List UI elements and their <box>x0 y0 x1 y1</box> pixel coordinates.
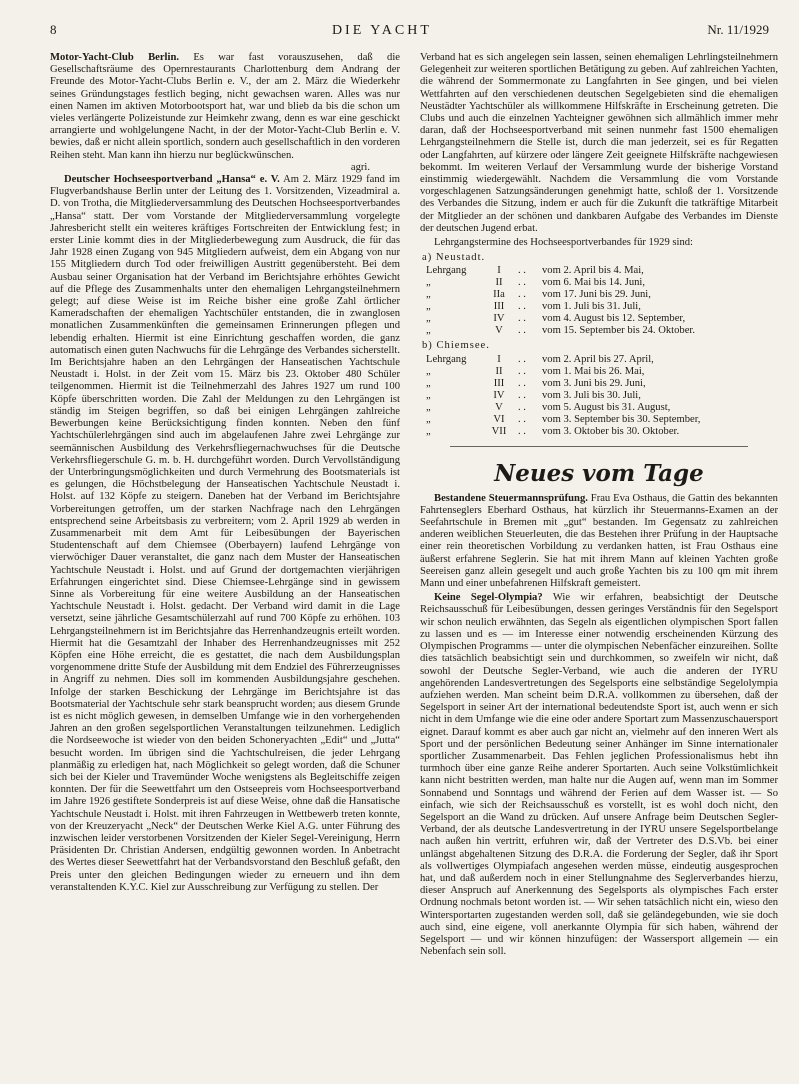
schedule-txt: vom 15. September bis 24. Oktober. <box>542 325 696 337</box>
page-header <box>50 22 769 42</box>
schedule-lg: „ <box>426 413 431 425</box>
article-heading: Keine Segel-Olympia? <box>434 592 543 604</box>
schedule-dt: . . <box>518 265 526 277</box>
schedule-dt: . . <box>518 401 526 413</box>
schedule-lg: „ <box>426 301 431 313</box>
schedule-rn: IV <box>493 313 505 325</box>
schedule-rn: II <box>495 277 503 289</box>
schedule-lg: Lehrgang <box>426 265 467 277</box>
schedule-txt: vom 3. September bis 30. September, <box>542 413 701 425</box>
schedule-dt: . . <box>518 425 526 437</box>
schedule-txt: vom 3. Oktober bis 30. Oktober. <box>542 425 680 437</box>
schedule-lg: „ <box>426 425 431 437</box>
section-divider <box>450 446 748 447</box>
schedule-row <box>424 289 697 301</box>
schedule-row <box>424 366 702 378</box>
schedule-table <box>424 354 702 438</box>
schedule-lg: Lehrgang <box>426 353 467 365</box>
schedule-row <box>424 426 702 438</box>
steuermann-article <box>420 493 778 591</box>
schedule-intro: Lehrgangstermine des Hochseesportverbandes für 1929 sind: <box>434 237 693 249</box>
right-column <box>420 52 778 1077</box>
schedule-lg: „ <box>426 377 431 389</box>
left-column <box>50 52 400 1077</box>
schedule-txt: vom 6. Mai bis 14. Juni, <box>542 277 645 289</box>
schedule-rn: V <box>495 325 503 337</box>
schedule-txt: vom 3. Juli bis 30. Juli, <box>542 389 641 401</box>
schedule-txt: vom 1. Mai bis 26. Mai, <box>542 365 645 377</box>
schedule-table <box>424 265 697 337</box>
schedule-row <box>424 354 702 366</box>
schedule-dt: . . <box>518 301 526 313</box>
schedule-row <box>424 390 702 402</box>
schedule-dt: . . <box>518 377 526 389</box>
magazine-title: DIE YACHT <box>331 23 432 38</box>
schedule-rn: VII <box>491 425 507 437</box>
schedule-rn: V <box>495 401 503 413</box>
schedule-dt: . . <box>518 325 526 337</box>
article-heading: Motor-Yacht-Club Berlin. <box>50 52 179 63</box>
schedule-row <box>424 265 697 277</box>
schedule-dt: . . <box>518 289 526 301</box>
schedule-rn: I <box>497 265 501 277</box>
schedule-txt: vom 1. Juli bis 31. Juli, <box>542 301 641 313</box>
schedule-row <box>424 313 697 325</box>
schedule-lg: „ <box>426 313 431 325</box>
issue-number: Nr. 11/1929 <box>707 22 769 37</box>
motor-yacht-club-article <box>50 52 400 162</box>
schedule-lg: „ <box>426 389 431 401</box>
schedule-txt: vom 5. August bis 31. August, <box>542 401 671 413</box>
schedule-dt: . . <box>518 353 526 365</box>
article-body: Am 2. März 1929 fand im Flugverbandshause Berlin unter der Leitung des 1. Vorsitzenden, Vizeadmiral a. D. von Trotha, die Mitgliederversammlung des Deutschen Hochseesportverbandes „Hansa“ statt. Der vom Vorstande der Mitgliederversammlung vorgelegte Jahresbericht stellt ein weiteres kräftiges Fortschreiten der Entwicklung fest; in erster Linie kommt dies in der Mitgliederbewegung zum Ausdruck, die für das Jahr 1928 einen Zugang von 945 Mitgliedern aufweist, dem ein Abgang von nur 155 Mitgliedern durch Tod oder freiwilligen Austritt gegenübersteht. Bei dem Ausbau seiner Organisation hat der Verband im Berichtsjahre erhöhtes Gewicht auf die Pflege des Zusammenhalts unter den ehemaligen Lehrgangsteilnehmern gelegt; auf diese Weise ist im Reiche bisher eine große Zahl örtlicher Kameradschaften der ehemaligen Yachtschüler entstanden, die in zwanglosen monatlichen Zusammenkünften die gemeinsamen Erinnerungen pflegen und lebendig erhalten. Hiermit ist eine Einrichtung geschaffen worden, die ganz automatisch einen guten Nachwuchs für die Lehrgänge des Verbandes sicherstellt. Im Berichtsjahre haben an den Lehrgängen der Hanseatischen Yachtschule Neustadt i. Holst. in der Zeit vom 15. März bis 23. Oktober 480 Schüler teilgenommen. Hiermit ist die Teilnehmerzahl des Jahres 1927 um rund 100 Köpfe überschritten worden. Die Zahl der Meldungen zu den Lehrgängen ist ständig im Steigen begriffen, so daß bei einigen Lehrgängen zahlreiche Bewerbungen keine Berücksichtigung finden konnten. Neben den fünf Yachtschülerlehrgängen sind auch im abgelaufenen Jahre zwei Lehrgänge zur seemännischen Ausbildung des Verkehrsfliegernachwuchses für die Deutsche Verkehrsfliegerschule G. m. b. H. durchgeführt worden. Durch Vervollständigung der Unterbringungsmöglichkeiten und durch Vermehrung des Bootsmaterials ist es gelungen, die Höchstbelegung der Hanseatischen Yachtschule Neustadt i. Holst. auf 132 Köpfe zu steigern. Daneben hat der Verband im Berichtsjahre Vorbereitungen getroffen, um der starken Nachfrage nach den Lehrgängen entsprechend seine Arbeitsbasis zu verbreitern; vom 2. April 1929 ab werden in Zusammenarbeit mit dem Amt für Leibesübungen der Bayerischen Studentenschaft auf dem Chiemsee (Oberbayern) laufend Lehrgänge von vierwöchiger Dauer veranstaltet, die ganz nach dem Muster der Hanseatischen Yachtschule Neustadt i. Holst. und auf Grund der dortgemachten vierjährigen Erfahrungen eingerichtet sind. Diese Chiemsee-Lehrgänge sind in gewissem Sinne als Vorbereitung für eine weitere Ausbildung an der Hanseatischen Yachtschule Neustadt i. Holst. gedacht. Der Verband wird damit in die Lage versetzt, seine jährliche Gesamtschülerzahl auf rund 700 Köpfe zu erhöhen. 103 Lehrgangsteilnehmern ist im Berichtsjahre das Herrenhandzeugnis erteilt worden. Hiermit hat die Gesamtzahl der Inhaber des Herrenhandzeugnisses mit 252 Köpfen eine Höhe erreicht, die es gestattet, die nach dem Ausbildungsplan vorgenommene dritte Stufe der Ausbildung mit dem Endziel des Führerzeugnisses in Angriff zu nehmen. Dies soll im kommenden Ausbildungsjahre geschehen. Infolge der starken Beschickung der Lehrgänge im Berichtsjahre ist das Bootsmaterial der Yachtschule sehr stark beansprucht worden; aus diesem Grunde ist es nicht möglich gewesen, in demselben Umfange wie in den vorhergehenden Jahren an den großen segelsportlichen Veranstaltungen teilzunehmen. Lediglich die Nordseewoche ist wieder von den beiden Schoneryachten „Edit“ und „Jutta“ besucht worden. Im übrigen sind die Yachtschulreisen, die jeder Lehrgang planmäßig zu erledigen hat, nach Möglichkeit so gelegt worden, daß die Schuner sich bei der Kieler und Travemünder Woche wenigstens als Begleitschiffe zeigen konnten. Der für die Seewettfahrt um den Ostseepreis vom Hochseesportverband im Jahre 1926 gestiftete Sonderpreis ist auf diese Weise, ohne daß die Hansatische Yachtschule Neustadt i. Holst. mit ihren Fahrzeugen in Wettbewerb treten konnte, von der Kreuzeryacht „Neck“ der Deutschen Werke Kiel A.G. unter Führung des inzwischen leider verstorbenen Vorsitzenden der Kieler Segel-Vereinigung, Herrn Präsidenten Dr. Christian Andersen, endgültig gewonnen worden. In Anbetracht des Wertes dieser Seewettfahrt hat der Verbandsvorstand den Beschluß gefaßt, den Preis unter den gleichen Bedingungen wieder zu erneuern und ihn dem veranstaltenden K.Y.C. Kiel zur Ausschreibung zur Verfügung zu stellen. Der <box>50 174 400 893</box>
schedule-lg: „ <box>426 365 431 377</box>
article-continuation: Verband hat es sich angelegen sein lassen, seinen ehemaligen Lehrlingsteilnehmern Gelegenheit zur weiteren sportlichen Betätigung zu geben. Auf zahlreichen Yachten, die während der Sommermonate zu Langfahrten in See gingen, und bei vielen Wettfahrten auf den verschiedenen deutschen Segelgebieten sind die ehemaligen Neustädter Yachtschüler als willkommene Hilfskräfte in Erscheinung getreten. Die Clubs und auch die einzelnen Yachteigner gewöhnen sich allmählich immer mehr daran, daß der Hochseesportverband mit seinen nunmehr fast 1500 ehemaligen Lehrgangsteilnehmern die Stelle ist, durch die man jederzeit, sei es für Regatten oder Langfahrten, auf kürzere oder längere Zeit geeignete Hilfskräfte nachgewiesen bekommt. Im weiteren Verlauf der Versammlung wurde der bisherige Vorstand einstimmig wiedergewählt. Nachdem die Versammlung die vom Vorstande vorgeschlagenen Satzungsänderungen genehmigt hatte, schloß der 1. Vorsitzende des Verbandes die Sitzung, indem er auch für die Zukunft die tatkräftige Mitarbeit der Mitglieder an der schönen und dankbaren Aufgabe des Verbandes im Dienste der deutschen Jugend erbat. <box>420 52 778 234</box>
article-body: Wie wir erfahren, beabsichtigt der Deutsche Reichsausschuß für Leibesübungen, dessen geringes Verständnis für den Segelsport wir schon neulich erwähnten, das Segeln als eigentlichen olympischen Sport fallen zu lassen und es — im Interesse einer notwendig erscheinenden Kürzung des Olympischen Programms — unter die olympischen Nebenfächer einzureihen. Sollte dies tatsächlich beabsichtigt sein und durchkommen, so zweifeln wir nicht, daß sowohl der Deutsche Segler-Verband, wie auch die anderen der IYRU angehörenden Landesvertretungen des Segelsports eine selbständige Segelolympia aufziehen werden. Man scheint beim D.R.A. vollkommen zu übersehen, daß der Segelsport in seiner Art der international bedeutendste Sport ist, auch wenn er sich nicht in dem Umfange wie die eine oder andere Sportart zum Massenzuschauersport eignet. Darauf kommt es aber auch gar nicht an, vielmehr auf den inneren Wert als Sport und der persönlichen Bedeutung seiner Anhänger im Sinne internationaler sportlicher Zusammenarbeit. Das Fehlen jeglichen Professionalismus hebt ihn turmhoch über eine ganze Reihe anderer Sportarten. Auch seine Volkstümlichkeit kann nicht bestritten werden, man halte nur die Augen auf, wenn man im Sommer Sonnabend und Sonntags und während der Ferien auf dem Wasser ist. — So einfach, wie sich der Reichsausschuß es vorstellt, ist es wohl doch nicht, den Segelsport an die Wand zu drücken. Auf unsere Anfrage beim Deutschen Segler-Verband, der als deutsche Landesvertretung in der IYRU unsere Segelsportbelange nach außen hin vertritt, erfuhren wir, daß der Vertreter des D.S.Vb. bei einer unlängst abgehaltenen Sitzung des D.R.A. die Forderung der Segler, daß ihr Sport als vollwertiges Olympiafach angesehen werden müsse, eindeutig ausgesprochen hat, und daß außerdem noch in einer Stellungnahme des Seglerverbandes hierzu, dieser Anspruch auf Anerkennung des Segelsports als olympisches Fach erster Ordnung nochmals betont worden ist. — Wir sehen tatsächlich nicht ein, wieso den Wintersportarten zugestanden werden soll, daß sie geländegebunden, wie sie doch auch sind, eine eigene, voll anerkannte Olympia für sich haben, während der Segelsport — und wir können hinzufügen: der Wassersport allgemein — ein Nebenfach sein soll. <box>420 592 778 958</box>
schedule-dt: . . <box>518 413 526 425</box>
schedule-rn: III <box>493 377 505 389</box>
page-number: 8 <box>50 22 57 37</box>
schedule-dt: . . <box>518 313 526 325</box>
schedule-rn: I <box>497 353 501 365</box>
author-signature: agri. <box>350 161 370 173</box>
schedule-chiemsee <box>420 340 778 437</box>
schedule-txt: vom 3. Juni bis 29. Juni, <box>542 377 646 389</box>
schedule-rn: VI <box>493 413 505 425</box>
schedule-lg: „ <box>426 401 431 413</box>
schedule-dt: . . <box>518 365 526 377</box>
section-title: Neues vom Tage <box>494 459 704 487</box>
schedule-location: b) Chiemsee. <box>422 340 490 352</box>
article-body: Frau Eva Osthaus, die Gattin des bekannten Fahrtenseglers Eberhard Osthaus, hat kürzlich ihr Steuermanns-Examen an der Seefahrtschule in Bremen mit „gut“ bestanden. Im Gegensatz zu zahlreichen anderen weiblichen Steuerleuten, die das Bestehen ihrer Prüfung in der Hauptsache einer rein theoretischen Vorbildung zu verdanken hatten, ist Frau Osthaus eine äußerst erfahrene Seglerin. Sie hat mit ihrem Mann auf kleinen Yachten große Seereisen ganz allein gesegelt und auch große Yachten bis zu 100 qm mit ihrem Mann und einer unbefahrenen Hilfskraft gemeistert. <box>420 492 778 590</box>
schedule-dt: . . <box>518 389 526 401</box>
schedule-rn: IIa <box>493 289 505 301</box>
schedule-txt: vom 2. April bis 4. Mai, <box>542 265 644 277</box>
segel-olympia-article <box>420 592 778 958</box>
schedule-dt: . . <box>518 277 526 289</box>
hochseesportverband-article <box>50 174 400 894</box>
article-heading: Deutscher Hochseesportverband „Hansa“ e. V. <box>64 174 280 186</box>
schedule-row <box>424 378 702 390</box>
schedule-txt: vom 4. August bis 12. September, <box>542 313 686 325</box>
schedule-row <box>424 414 702 426</box>
article-body: Es war fast vorauszusehen, daß die Gesellschaftsräume des Opernrestaurants Charlottenburg dem Andrang der Freunde des Motor-Yacht-Clubs Berlin e. V., der am 2. März die Wiederkehr seines Gründungstages festlich beging, nicht gewachsen waren. Alles was nur einen Namen im aktiven Motorbootsport hat, war und blieb da bis die schon um vieles verlängerte Polizeistunde zur Heimkehr zwang, denn es war eine geschickt arrangierte und wohlgelungene Nacht, in der der Motor-Yacht-Club Berlin e. V. bewies, daß er nicht allein sportlich, sondern auch gesellschaftlich in den vorderen Reihen steht. Man kann ihn hierzu nur beglückwünschen. <box>50 52 400 161</box>
schedule-rn: IV <box>493 389 505 401</box>
schedule-lg: „ <box>426 289 431 301</box>
schedule-row <box>424 325 697 337</box>
schedule-lg: „ <box>426 325 431 337</box>
schedule-rn: II <box>495 365 503 377</box>
schedule-row <box>424 277 697 289</box>
schedule-neustadt <box>420 252 778 337</box>
schedule-txt: vom 17. Juni bis 29. Juni, <box>542 289 651 301</box>
schedule-lg: „ <box>426 277 431 289</box>
schedule-txt: vom 2. April bis 27. April, <box>542 353 654 365</box>
schedule-rn: III <box>493 301 505 313</box>
schedule-row <box>424 301 697 313</box>
schedule-row <box>424 402 702 414</box>
schedule-location: a) Neustadt. <box>422 252 486 264</box>
article-heading: Bestandene Steuermannsprüfung. <box>434 492 588 504</box>
